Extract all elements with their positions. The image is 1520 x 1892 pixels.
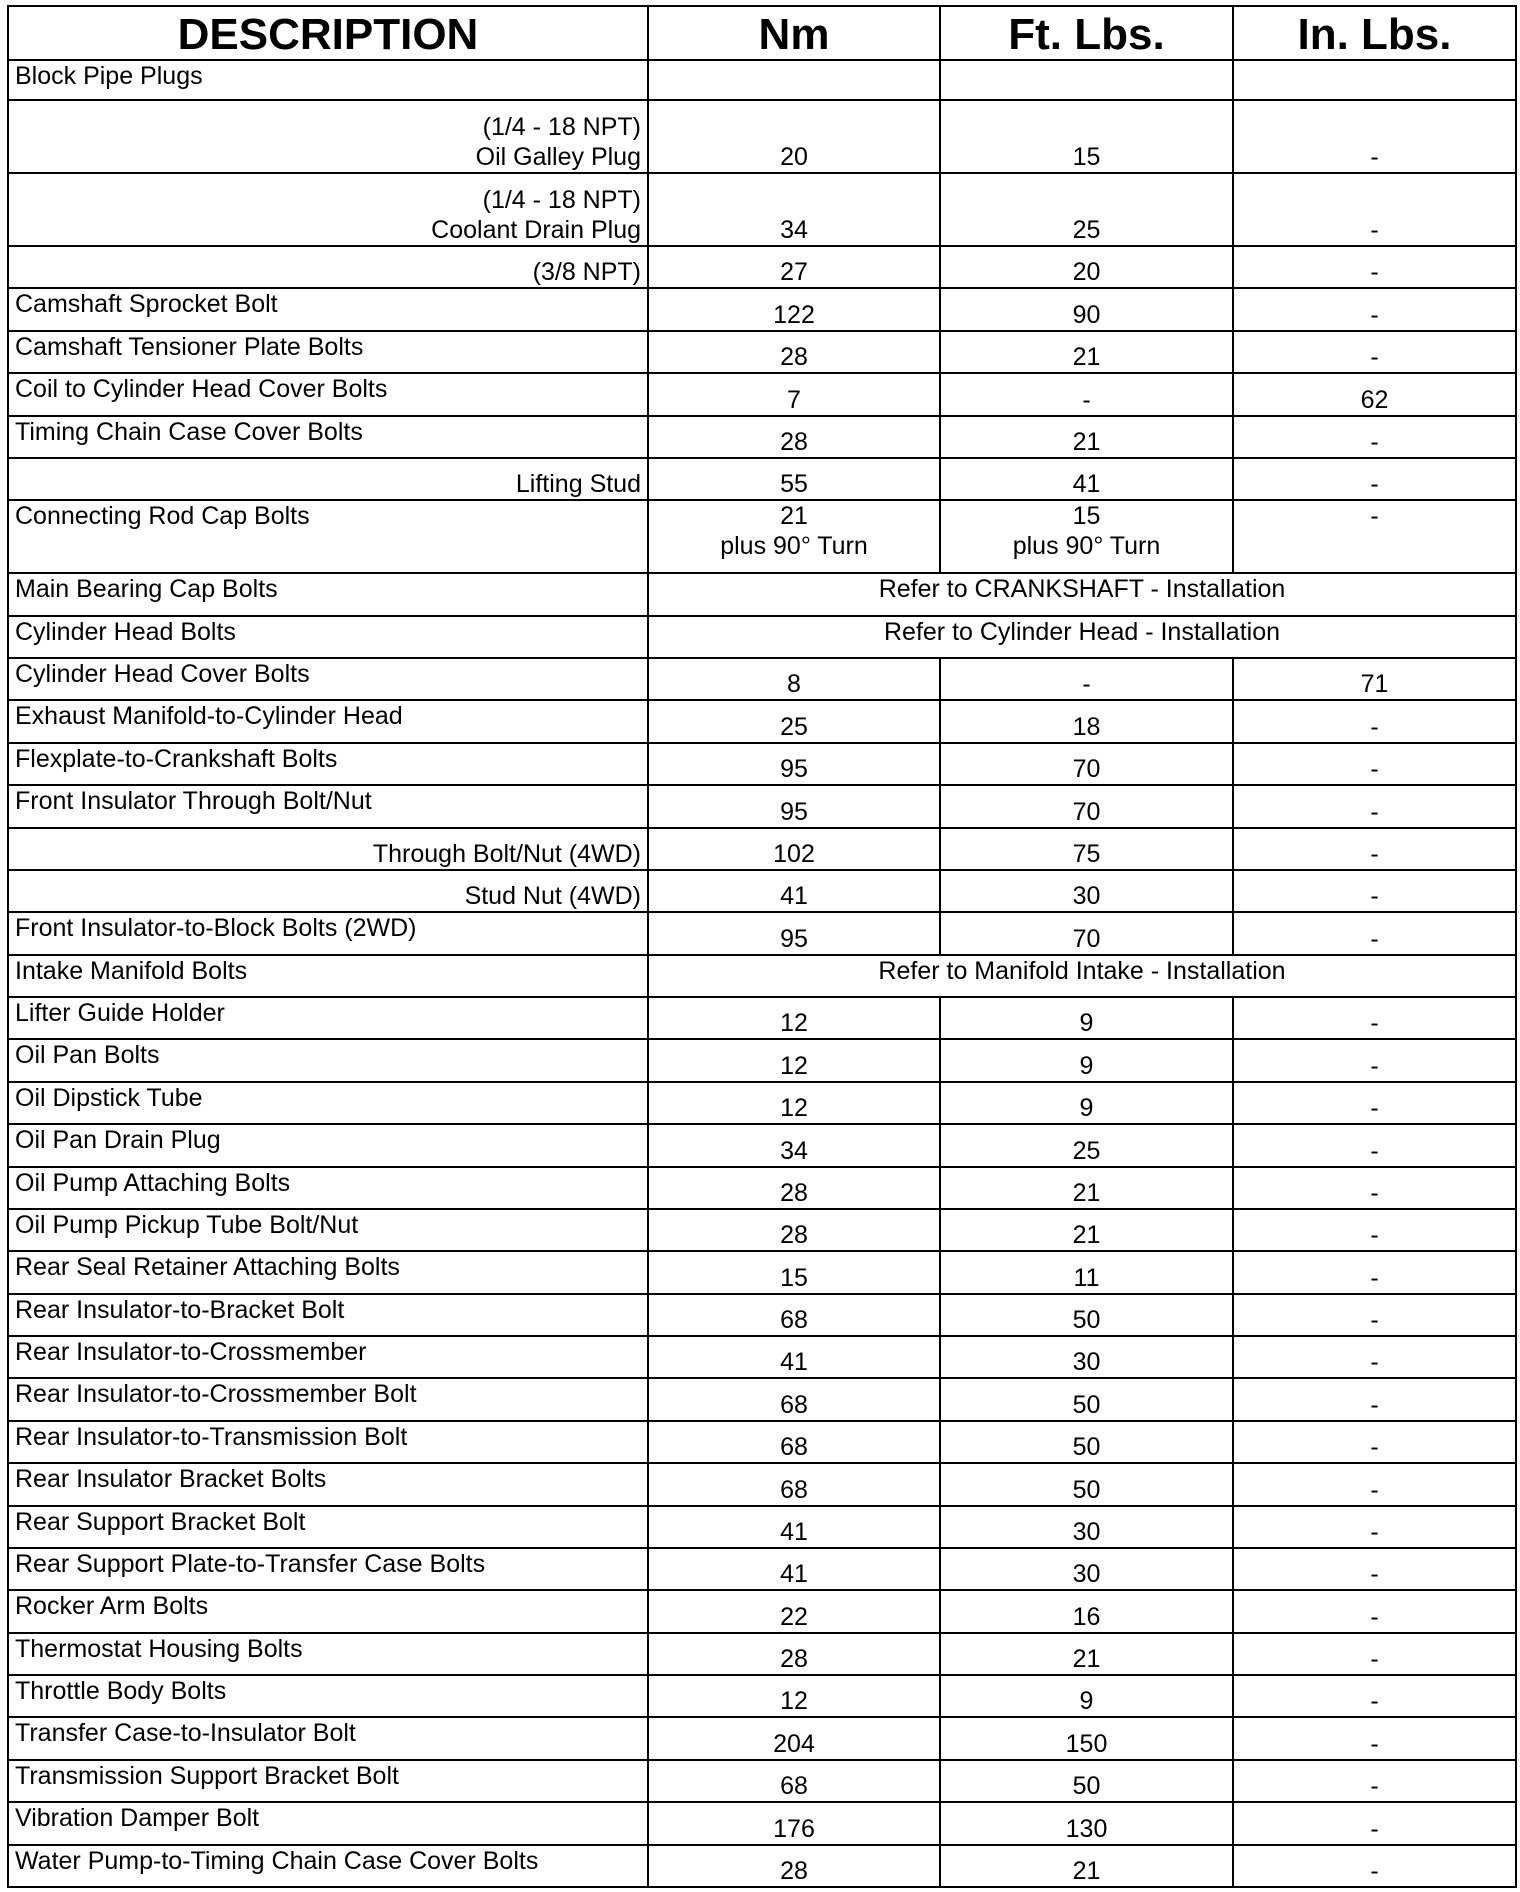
ft-lbs-cell: 75 — [940, 828, 1233, 870]
table-row — [8, 1506, 1516, 1548]
table-row — [8, 1167, 1516, 1209]
in-lbs-cell — [1233, 60, 1516, 100]
in-lbs-cell: 71 — [1233, 658, 1516, 700]
nm-cell: 68 — [648, 1463, 940, 1505]
ft-lbs-cell: 21 — [940, 1845, 1233, 1888]
description-cell: Rocker Arm Bolts — [8, 1590, 648, 1632]
nm-cell: 95 — [648, 912, 940, 954]
description-cell: Through Bolt/Nut (4WD) — [8, 828, 648, 870]
table-row — [8, 658, 1516, 700]
ft-lbs-cell: 25 — [940, 1124, 1233, 1166]
ft-lbs-cell: 21 — [940, 1167, 1233, 1209]
table-row — [8, 173, 1516, 246]
nm-cell: 34 — [648, 173, 940, 246]
nm-cell: 12 — [648, 997, 940, 1039]
table-row — [8, 616, 1516, 658]
description-cell: Coil to Cylinder Head Cover Bolts — [8, 373, 648, 415]
nm-cell: 41 — [648, 1336, 940, 1378]
ft-lbs-cell: 21 — [940, 1633, 1233, 1675]
ft-lbs-cell: - — [940, 373, 1233, 415]
description-cell: Stud Nut (4WD) — [8, 870, 648, 912]
in-lbs-cell: - — [1233, 1124, 1516, 1166]
ft-lbs-cell: 30 — [940, 1548, 1233, 1590]
in-lbs-cell: - — [1233, 1548, 1516, 1590]
nm-cell: 22 — [648, 1590, 940, 1632]
table-row — [8, 500, 1516, 573]
description-cell: Intake Manifold Bolts — [8, 955, 648, 997]
table-row — [8, 870, 1516, 912]
nm-cell: 20 — [648, 100, 940, 173]
in-lbs-cell: - — [1233, 700, 1516, 742]
ft-lbs-cell: 50 — [940, 1378, 1233, 1420]
in-lbs-cell: - — [1233, 458, 1516, 500]
ft-lbs-value: 15 — [1072, 502, 1101, 531]
table-row — [8, 1039, 1516, 1081]
in-lbs-cell: - — [1233, 1717, 1516, 1759]
description-cell: Transfer Case-to-Insulator Bolt — [8, 1717, 648, 1759]
description-cell: Oil Dipstick Tube — [8, 1082, 648, 1124]
ft-lbs-cell: 50 — [940, 1421, 1233, 1463]
table-row — [8, 1251, 1516, 1293]
description-cell: Camshaft Sprocket Bolt — [8, 288, 648, 330]
description-cell: Front Insulator Through Bolt/Nut — [8, 785, 648, 827]
description-cell: Cylinder Head Cover Bolts — [8, 658, 648, 700]
ft-lbs-cell: 30 — [940, 1506, 1233, 1548]
description-label: Oil Galley Plug — [475, 143, 641, 171]
nm-cell: 68 — [648, 1294, 940, 1336]
table-row — [8, 1463, 1516, 1505]
nm-cell: 41 — [648, 870, 940, 912]
description-cell: Connecting Rod Cap Bolts — [8, 500, 648, 573]
nm-cell: 28 — [648, 1845, 940, 1888]
ft-lbs-cell: 30 — [940, 870, 1233, 912]
table-row — [8, 1336, 1516, 1378]
header-ft-lbs: Ft. Lbs. — [940, 6, 1233, 60]
ft-lbs-cell — [940, 60, 1233, 100]
ft-lbs-cell: 15 — [940, 100, 1233, 173]
description-cell: Oil Pump Pickup Tube Bolt/Nut — [8, 1209, 648, 1251]
in-lbs-cell: 62 — [1233, 373, 1516, 415]
table-row — [8, 373, 1516, 415]
ft-lbs-cell: 21 — [940, 331, 1233, 373]
ft-lbs-cell: 21 — [940, 416, 1233, 458]
table-row — [8, 785, 1516, 827]
table-row — [8, 416, 1516, 458]
ft-lbs-cell: 90 — [940, 288, 1233, 330]
nm-cell: 8 — [648, 658, 940, 700]
description-size: (1/4 - 18 NPT) — [482, 113, 641, 141]
nm-cell: 95 — [648, 743, 940, 785]
nm-cell: 55 — [648, 458, 940, 500]
table-row — [8, 1082, 1516, 1124]
description-cell: Rear Insulator-to-Crossmember — [8, 1336, 648, 1378]
description-cell: Rear Insulator-to-Transmission Bolt — [8, 1421, 648, 1463]
ft-lbs-cell: - — [940, 658, 1233, 700]
nm-cell: 68 — [648, 1760, 940, 1802]
description-cell: Rear Support Bracket Bolt — [8, 1506, 648, 1548]
ft-lbs-cell: 70 — [940, 743, 1233, 785]
description-cell: Rear Insulator-to-Crossmember Bolt — [8, 1378, 648, 1420]
ft-lbs-cell: 41 — [940, 458, 1233, 500]
in-lbs-cell: - — [1233, 1039, 1516, 1081]
description-cell: Rear Insulator-to-Bracket Bolt — [8, 1294, 648, 1336]
description-cell — [8, 100, 648, 173]
table-row — [8, 100, 1516, 173]
ft-lbs-cell: 150 — [940, 1717, 1233, 1759]
table-row — [8, 331, 1516, 373]
nm-cell: 41 — [648, 1506, 940, 1548]
table-row — [8, 955, 1516, 997]
table-row — [8, 1378, 1516, 1420]
nm-note: plus 90° Turn — [720, 532, 868, 561]
ft-lbs-cell: 20 — [940, 246, 1233, 288]
nm-cell: 7 — [648, 373, 940, 415]
ft-lbs-note: plus 90° Turn — [1012, 532, 1161, 561]
in-lbs-cell: - — [1233, 1590, 1516, 1632]
nm-cell: 12 — [648, 1082, 940, 1124]
in-lbs-cell: - — [1233, 1378, 1516, 1420]
ft-lbs-cell: 11 — [940, 1251, 1233, 1293]
in-lbs-cell: - — [1233, 288, 1516, 330]
description-cell: Vibration Damper Bolt — [8, 1802, 648, 1844]
table-row — [8, 1124, 1516, 1166]
nm-cell: 15 — [648, 1251, 940, 1293]
table-row — [8, 1845, 1516, 1888]
description-cell: Main Bearing Cap Bolts — [8, 573, 648, 615]
in-lbs-cell: - — [1233, 912, 1516, 954]
reference-cell: Refer to Manifold Intake - Installation — [648, 955, 1516, 997]
description-cell: Block Pipe Plugs — [8, 60, 648, 100]
description-cell: Thermostat Housing Bolts — [8, 1633, 648, 1675]
nm-cell: 176 — [648, 1802, 940, 1844]
ft-lbs-cell: 9 — [940, 997, 1233, 1039]
ft-lbs-cell: 130 — [940, 1802, 1233, 1844]
in-lbs-cell: - — [1233, 1251, 1516, 1293]
in-lbs-cell: - — [1233, 828, 1516, 870]
nm-cell: 102 — [648, 828, 940, 870]
description-cell: (3/8 NPT) — [8, 246, 648, 288]
nm-cell: 28 — [648, 1167, 940, 1209]
ft-lbs-cell: 9 — [940, 1039, 1233, 1081]
nm-cell: 12 — [648, 1675, 940, 1717]
in-lbs-cell: - — [1233, 1336, 1516, 1378]
ft-lbs-cell: 9 — [940, 1082, 1233, 1124]
table-row — [8, 1294, 1516, 1336]
table-row — [8, 1717, 1516, 1759]
in-lbs-cell: - — [1233, 1633, 1516, 1675]
table-row — [8, 912, 1516, 954]
description-cell: Transmission Support Bracket Bolt — [8, 1760, 648, 1802]
in-lbs-cell: - — [1233, 785, 1516, 827]
description-cell: Throttle Body Bolts — [8, 1675, 648, 1717]
nm-cell: 12 — [648, 1039, 940, 1081]
header-nm: Nm — [648, 6, 940, 60]
table-row — [8, 1633, 1516, 1675]
reference-cell: Refer to CRANKSHAFT - Installation — [648, 573, 1516, 615]
description-cell — [8, 173, 648, 246]
ft-lbs-cell: 9 — [940, 1675, 1233, 1717]
reference-cell: Refer to Cylinder Head - Installation — [648, 616, 1516, 658]
nm-cell: 28 — [648, 331, 940, 373]
table-row — [8, 1548, 1516, 1590]
in-lbs-cell: - — [1233, 1802, 1516, 1844]
in-lbs-cell: - — [1233, 1082, 1516, 1124]
description-cell: Cylinder Head Bolts — [8, 616, 648, 658]
ft-lbs-cell: 16 — [940, 1590, 1233, 1632]
description-label: Coolant Drain Plug — [431, 216, 641, 244]
in-lbs-cell: - — [1233, 1463, 1516, 1505]
description-cell: Lifting Stud — [8, 458, 648, 500]
description-cell: Oil Pan Drain Plug — [8, 1124, 648, 1166]
table-row — [8, 1675, 1516, 1717]
ft-lbs-cell: 25 — [940, 173, 1233, 246]
nm-cell: 28 — [648, 1633, 940, 1675]
header-description: DESCRIPTION — [8, 6, 648, 60]
nm-cell: 122 — [648, 288, 940, 330]
in-lbs-cell: - — [1233, 1675, 1516, 1717]
in-lbs-cell: - — [1233, 1421, 1516, 1463]
ft-lbs-cell: 21 — [940, 1209, 1233, 1251]
in-lbs-cell: - — [1233, 997, 1516, 1039]
nm-cell: 34 — [648, 1124, 940, 1166]
nm-cell: 41 — [648, 1548, 940, 1590]
table-row — [8, 1760, 1516, 1802]
ft-lbs-cell: 18 — [940, 700, 1233, 742]
nm-cell: 25 — [648, 700, 940, 742]
in-lbs-cell: - — [1233, 100, 1516, 173]
in-lbs-cell: - — [1233, 1209, 1516, 1251]
nm-cell: 95 — [648, 785, 940, 827]
description-cell: Timing Chain Case Cover Bolts — [8, 416, 648, 458]
in-lbs-cell: - — [1233, 1506, 1516, 1548]
table-row — [8, 828, 1516, 870]
table-row — [8, 700, 1516, 742]
header-in-lbs: In. Lbs. — [1233, 6, 1516, 60]
in-lbs-cell: - — [1233, 173, 1516, 246]
nm-cell — [648, 500, 940, 573]
table-row — [8, 1209, 1516, 1251]
description-cell: Front Insulator-to-Block Bolts (2WD) — [8, 912, 648, 954]
description-cell: Rear Support Plate-to-Transfer Case Bolts — [8, 1548, 648, 1590]
nm-cell: 68 — [648, 1378, 940, 1420]
nm-cell: 27 — [648, 246, 940, 288]
ft-lbs-cell: 50 — [940, 1760, 1233, 1802]
table-row — [8, 458, 1516, 500]
table-row — [8, 288, 1516, 330]
description-cell: Water Pump-to-Timing Chain Case Cover Bolts — [8, 1845, 648, 1888]
ft-lbs-cell: 50 — [940, 1463, 1233, 1505]
in-lbs-cell: - — [1233, 1294, 1516, 1336]
ft-lbs-cell: 70 — [940, 785, 1233, 827]
description-cell: Oil Pan Bolts — [8, 1039, 648, 1081]
ft-lbs-cell — [940, 500, 1233, 573]
description-size: (1/4 - 18 NPT) — [482, 186, 641, 214]
nm-cell: 28 — [648, 416, 940, 458]
nm-cell: 68 — [648, 1421, 940, 1463]
description-cell: Rear Insulator Bracket Bolts — [8, 1463, 648, 1505]
in-lbs-cell: - — [1233, 743, 1516, 785]
table-row — [8, 246, 1516, 288]
description-cell: Exhaust Manifold-to-Cylinder Head — [8, 700, 648, 742]
table-row — [8, 60, 1516, 100]
nm-cell: 204 — [648, 1717, 940, 1759]
in-lbs-cell: - — [1233, 1845, 1516, 1888]
description-cell: Oil Pump Attaching Bolts — [8, 1167, 648, 1209]
table-row — [8, 1590, 1516, 1632]
table-row — [8, 1421, 1516, 1463]
description-cell: Rear Seal Retainer Attaching Bolts — [8, 1251, 648, 1293]
table-row — [8, 1802, 1516, 1844]
description-cell: Flexplate-to-Crankshaft Bolts — [8, 743, 648, 785]
in-lbs-cell: - — [1233, 870, 1516, 912]
header-row — [8, 6, 1516, 60]
in-lbs-cell: - — [1233, 500, 1516, 573]
ft-lbs-cell: 30 — [940, 1336, 1233, 1378]
table-row — [8, 573, 1516, 615]
torque-spec-table — [7, 5, 1517, 1888]
in-lbs-cell: - — [1233, 246, 1516, 288]
nm-cell — [648, 60, 940, 100]
ft-lbs-cell: 70 — [940, 912, 1233, 954]
table-row — [8, 997, 1516, 1039]
description-cell: Camshaft Tensioner Plate Bolts — [8, 331, 648, 373]
ft-lbs-cell: 50 — [940, 1294, 1233, 1336]
in-lbs-cell: - — [1233, 1760, 1516, 1802]
in-lbs-cell: - — [1233, 331, 1516, 373]
nm-value: 21 — [780, 502, 808, 531]
in-lbs-cell: - — [1233, 416, 1516, 458]
in-lbs-cell: - — [1233, 1167, 1516, 1209]
description-cell: Lifter Guide Holder — [8, 997, 648, 1039]
table-row — [8, 743, 1516, 785]
nm-cell: 28 — [648, 1209, 940, 1251]
